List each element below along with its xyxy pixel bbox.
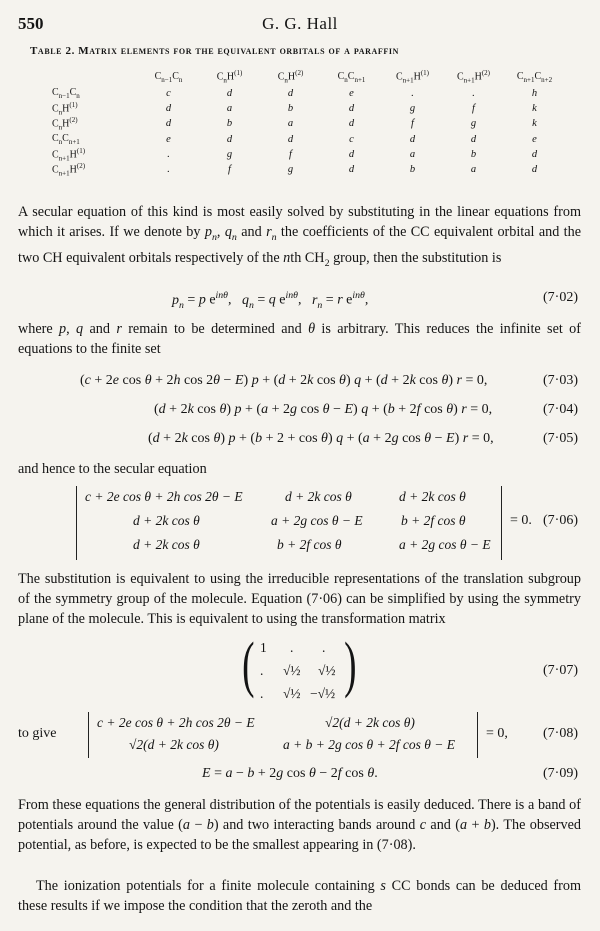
equation-number: (7·05): [543, 431, 578, 446]
table-row: [52, 147, 565, 162]
table-cell: a: [470, 164, 477, 176]
row-label: $C_nH^{(2)}$: [52, 116, 78, 132]
det-cell: d + 2k cos θ: [133, 513, 200, 528]
det-cell: √2(d + 2k cos θ): [325, 715, 415, 730]
table-row: [52, 116, 565, 131]
det-cell: a + b + 2g cos θ + 2f cos θ − E: [283, 737, 455, 752]
table-cell: a: [226, 103, 233, 115]
matrix-cell: .: [260, 686, 264, 701]
table-cell: d: [226, 88, 233, 99]
equation-number: (7·07): [543, 663, 578, 678]
matrix-right-paren: ): [344, 631, 357, 699]
equation-7-04: (d + 2k cos θ) p + (a + 2g cos θ − E) q + (b + 2f cos θ) r = 0,: [154, 402, 493, 417]
column-header: $C_{n+1}H^{(2)}$: [456, 69, 491, 85]
table-cell: e: [349, 88, 354, 99]
table-row: [52, 132, 565, 147]
table-cell: d: [348, 148, 355, 160]
det-cell: b + 2f cos θ: [401, 513, 466, 528]
equation-number: (7·09): [543, 766, 578, 781]
table-cell: f: [228, 164, 231, 176]
det-cell: a + 2g cos θ − E: [399, 537, 491, 552]
det-cell: √2(d + 2k cos θ): [129, 737, 219, 752]
equation-number: (7·04): [543, 402, 578, 417]
column-header: $C_nH^{(1)}$: [216, 69, 243, 85]
column-header: $C_nH^{(2)}$: [277, 69, 304, 85]
paragraph-finite-set: where p, q and r remain to be determined and θ is arbitrary. This reduces the infinite set of equations to the finite set: [18, 321, 581, 357]
table-cell: d: [165, 118, 172, 130]
paragraph-symmetry: The substitution is equivalent to using the irreducible representations of the translation subgroup of the symmetry group of the molecule. Equation (7·06) can be simplified by using the symmetry plane of the molecule. This is equivalent to using the transformation matrix: [18, 571, 581, 627]
table-cell: d: [287, 133, 294, 145]
table-corner: [52, 68, 138, 86]
table-cell: c: [349, 133, 354, 145]
det-cell: d + 2k cos θ: [399, 489, 466, 504]
to-give-label: to give: [18, 726, 57, 741]
running-head: G. G. Hall: [262, 14, 338, 33]
table-row: [52, 86, 565, 101]
equation-7-05: (d + 2k cos θ) p + (b + 2 + cos θ) q + (a + 2g cos θ − E) r = 0,: [148, 431, 494, 446]
matrix-elements-table: [52, 68, 565, 177]
table-cell: b: [287, 103, 294, 115]
table-cell: k: [532, 118, 537, 130]
table-cell: .: [411, 88, 414, 99]
row-label: $C_{n+1}H^{(1)}$: [52, 146, 86, 162]
table-cell: d: [531, 164, 538, 176]
table-cell: e: [532, 133, 537, 145]
det-cell: d + 2k cos θ: [285, 489, 352, 504]
table-cell: g: [226, 148, 233, 160]
determinant-7-08: [88, 712, 478, 758]
equation-7-03: (c + 2e cos θ + 2h cos 2θ − E) p + (d + 2k cos θ) q + (d + 2k cos θ) r = 0,: [80, 373, 488, 388]
table-cell: f: [411, 118, 414, 130]
equation-7-02: $p_n = p$ $e^{in\theta}$, $q_n = q$ $e^{in\theta}$, $r_n = r$ $e^{in\theta}$,: [172, 290, 369, 311]
matrix-cell: 1: [260, 640, 267, 655]
paragraph-substitution: A secular equation of this kind is most easily solved by substituting in the linear equations from which it arises. If we denote by $p_n$, $q_n$ and $r_n$ the coefficients of the CC equivalent orbital and the two CH equivalent orbitals respectively of the nth $CH_2$ group, then the substitution is: [18, 204, 581, 269]
table-cell: a: [287, 118, 294, 130]
paragraph-ionization: The ionization potentials for a finite molecule containing s CC bonds can be deduced from these results if we impose the condition that the zeroth and the: [18, 878, 582, 914]
column-header: $C_{n-1}C_n$: [154, 70, 183, 84]
column-header: $C_nC_{n+1}$: [337, 70, 366, 84]
equation-7-09: E = a − b + 2g cos θ − 2f cos θ.: [202, 766, 378, 781]
table-cell: k: [532, 103, 537, 115]
det-cell: a + 2g cos θ − E: [271, 513, 363, 528]
det-cell: b + 2f cos θ: [277, 537, 342, 552]
determinant-rhs: = 0.: [510, 513, 532, 528]
table-cell: d: [348, 164, 355, 176]
table-cell: d: [409, 133, 416, 145]
table-cell: g: [287, 164, 294, 176]
equation-number: (7·03): [543, 373, 578, 388]
table-cell: b: [409, 164, 416, 176]
table-cell: f: [289, 148, 292, 160]
table-cell: g: [409, 103, 416, 115]
equation-number: (7·08): [543, 726, 578, 741]
matrix-left-paren: (: [242, 631, 255, 699]
row-label: $C_{n-1}C_n$: [52, 87, 80, 100]
table-cell: e: [166, 133, 171, 145]
matrix-cell: √½: [283, 663, 301, 678]
table-row: [52, 162, 565, 177]
table-cell: b: [226, 118, 233, 130]
determinant-rhs: = 0,: [486, 726, 508, 741]
det-cell: c + 2e cos θ + 2h cos 2θ − E: [85, 489, 243, 504]
table-caption: Table 2. Matrix elements for the equivalent orbitals of a paraffin: [30, 45, 399, 57]
page-number: 550: [18, 14, 44, 33]
table-cell: .: [167, 148, 170, 160]
matrix-cell: .: [322, 640, 326, 655]
table-cell: b: [470, 148, 477, 160]
matrix-cell: −√½: [310, 686, 336, 701]
row-label: $C_nH^{(1)}$: [52, 101, 78, 117]
table-header-row: [52, 68, 565, 86]
table-cell: .: [167, 164, 170, 176]
table-cell: d: [531, 148, 538, 160]
row-label: $C_nC_{n+1}$: [52, 132, 80, 146]
table-cell: d: [470, 133, 477, 145]
matrix-cell: √½: [283, 686, 301, 701]
paragraph-secular: and hence to the secular equation: [18, 461, 207, 477]
equation-number: (7·02): [543, 290, 578, 305]
table-cell: d: [348, 118, 355, 130]
table-cell: h: [531, 88, 538, 99]
paragraph-potentials: From these equations the general distribution of the potentials is easily deduced. There is a band of potentials around the value (a − b) and two interacting bands around c and (a + b). The observed potential, as before, is expected to be the smallest appearing in (7·08).: [18, 797, 581, 853]
table-cell: c: [166, 88, 171, 99]
det-cell: d + 2k cos θ: [133, 537, 200, 552]
table-cell: d: [165, 103, 172, 115]
table-cell: g: [470, 118, 477, 130]
matrix-cell: .: [290, 640, 294, 655]
table-cell: d: [287, 88, 294, 99]
det-cell: c + 2e cos θ + 2h cos 2θ − E: [97, 715, 255, 730]
column-header: $C_{n+1}H^{(1)}$: [395, 69, 430, 85]
table-cell: .: [472, 88, 475, 99]
matrix-cell: √½: [318, 663, 336, 678]
table-cell: d: [348, 103, 355, 115]
table-row: [52, 101, 565, 116]
equation-number: (7·06): [543, 513, 578, 528]
table-cell: a: [409, 148, 416, 160]
table-cell: f: [472, 103, 475, 115]
determinant-7-06: [76, 486, 502, 560]
matrix-cell: .: [260, 663, 264, 678]
row-label: $C_{n+1}H^{(2)}$: [52, 161, 86, 178]
column-header: $C_{n+1}C_{n+2}$: [516, 70, 553, 84]
table-cell: d: [226, 133, 233, 145]
